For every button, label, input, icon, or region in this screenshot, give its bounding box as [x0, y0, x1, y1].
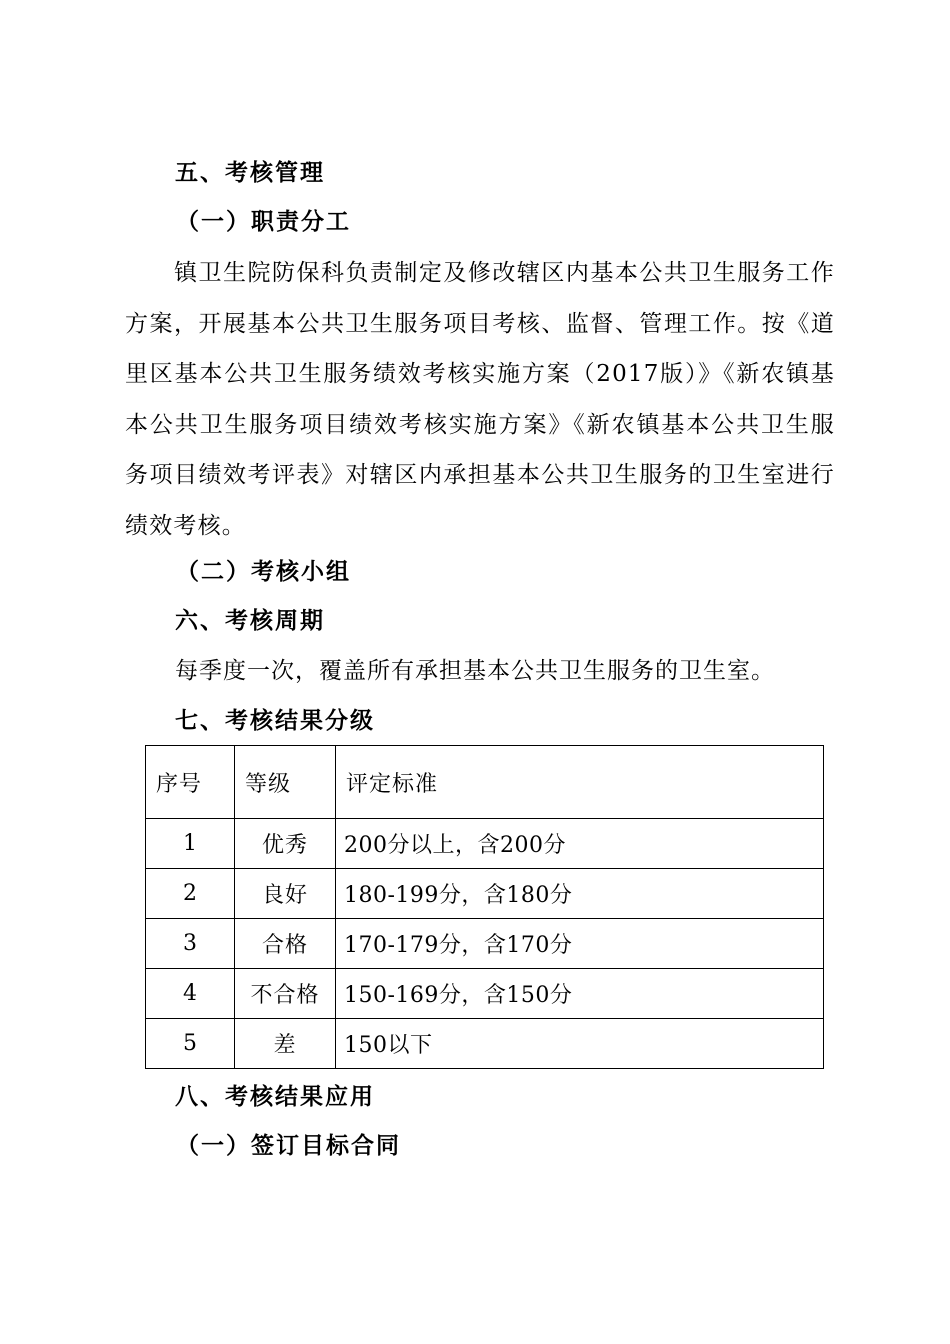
header-grade: 等级	[235, 746, 336, 819]
header-standard: 评定标准	[336, 746, 824, 819]
section-5-1-heading: （一）职责分工	[176, 208, 351, 235]
section-8-1-heading: （一）签订目标合同	[176, 1132, 401, 1159]
table-header-row	[146, 746, 824, 819]
row-standard: 150以下	[336, 1019, 824, 1069]
row-grade: 合格	[235, 919, 336, 969]
section-8-heading: 八、考核结果应用	[175, 1083, 375, 1110]
table-row	[146, 869, 824, 919]
row-grade: 优秀	[235, 819, 336, 869]
section-6-heading: 六、考核周期	[175, 607, 325, 634]
row-standard: 180-199分，含180分	[336, 869, 824, 919]
row-grade: 差	[235, 1019, 336, 1069]
row-standard: 150-169分，含150分	[336, 969, 824, 1019]
section-5-2-heading: （二）考核小组	[176, 558, 351, 585]
table-row	[146, 919, 824, 969]
table-row	[146, 1019, 824, 1069]
row-grade: 良好	[235, 869, 336, 919]
section-5-1-paragraph: 镇卫生院防保科负责制定及修改辖区内基本公共卫生服务工作方案，开展基本公共卫生服务项目考核、监督、管理工作。按《道里区基本公共卫生服务绩效考核实施方案（2017版）》《新农镇基本公共卫生服务项目绩效考核实施方案》《新农镇基本公共卫生服务项目绩效考评表》对辖区内承担基本公共卫生服务的卫生室进行绩效考核。	[125, 260, 835, 539]
header-no: 序号	[146, 746, 235, 819]
row-standard: 200分以上，含200分	[336, 819, 824, 869]
section-7-heading: 七、考核结果分级	[175, 707, 375, 734]
table-row	[146, 819, 824, 869]
table-row	[146, 969, 824, 1019]
row-no: 4	[146, 969, 235, 1019]
section-5-heading: 五、考核管理	[175, 159, 325, 186]
row-no: 1	[146, 819, 235, 869]
row-grade: 不合格	[235, 969, 336, 1019]
row-no: 2	[146, 869, 235, 919]
section-6-text: 每季度一次，覆盖所有承担基本公共卫生服务的卫生室。	[175, 658, 775, 684]
grade-table	[145, 745, 824, 1069]
row-no: 3	[146, 919, 235, 969]
row-no: 5	[146, 1019, 235, 1069]
row-standard: 170-179分，含170分	[336, 919, 824, 969]
